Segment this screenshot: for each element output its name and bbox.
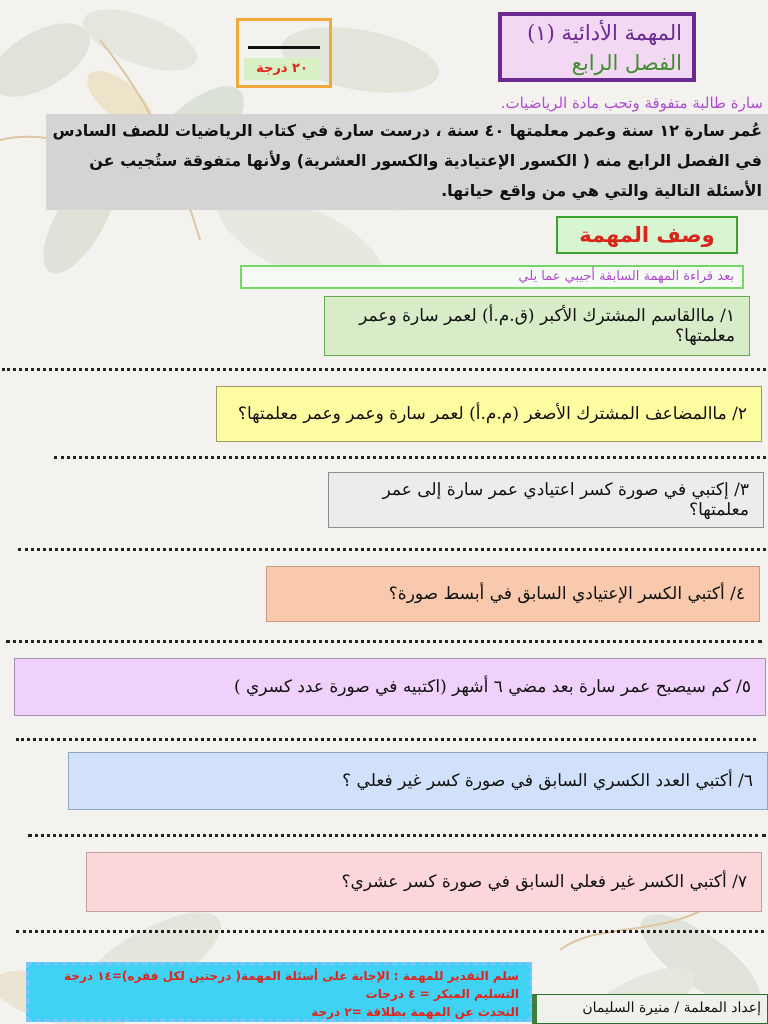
rubric-line: التحدث عن المهمة بطلاقة =٢ درجة xyxy=(311,1005,519,1019)
answer-line xyxy=(18,548,766,551)
subtitle: سارة طالبة متفوقة وتحب مادة الرياضيات. xyxy=(500,94,763,112)
rubric-line: التسليم المبكر = ٤ درجات xyxy=(365,987,519,1001)
score-answer-line xyxy=(248,46,320,49)
intro-paragraph: عُمر سارة ١٢ سنة وعمر معلمتها ٤٠ سنة ، درست سارة في كتاب الرياضيات للصف السادس في الفصل الرابع منه ( الكسور الإعتيادية والكسور العشرية) ولأنها متفوقة ستُجيب عن الأسئلة التالية والتي هي من واقع حياتها. xyxy=(46,114,768,210)
question-4 xyxy=(266,566,760,622)
question-1 xyxy=(324,296,750,356)
page-title: المهمة الأدائية (١) xyxy=(527,21,682,45)
question-text: ٦/ أكتبي العدد الكسري السابق في صورة كسر غير فعلي ؟ xyxy=(342,771,753,791)
question-5 xyxy=(14,658,766,716)
question-text: ١/ ماالقاسم المشترك الأكبر (ق.م.أ) لعمر سارة وعمر معلمتها؟ xyxy=(359,306,735,346)
question-text: ٥/ كم سيصبح عمر سارة بعد مضي ٦ أشهر (اكتبيه في صورة عدد كسري ) xyxy=(233,677,751,697)
question-2 xyxy=(216,386,762,442)
answer-line xyxy=(6,640,762,643)
score-badge: ٢٠ درجة xyxy=(244,58,320,80)
question-text: ٧/ أكتبي الكسر غير فعلي السابق في صورة كسر عشري؟ xyxy=(341,872,747,892)
question-text: ٢/ ماالمضاعف المشترك الأصغر (م.م.أ) لعمر سارة وعمر وعمر معلمتها؟ xyxy=(237,404,747,424)
question-6 xyxy=(68,752,768,810)
question-3 xyxy=(328,472,764,528)
question-text: ٤/ أكتبي الكسر الإعتيادي السابق في أبسط صورة؟ xyxy=(388,584,745,604)
answer-line xyxy=(16,930,764,933)
instruction-banner: بعد قراءة المهمة السابقة أجيبي عما يلي xyxy=(240,265,744,289)
answer-line xyxy=(2,368,766,371)
rubric-line: سلم التقدير للمهمة : الإجابة على أسئلة المهمة( درجتين لكل فقره)=١٤ درجة xyxy=(64,969,519,983)
task-heading: وصف المهمة xyxy=(556,216,738,254)
answer-line xyxy=(54,456,766,459)
question-7 xyxy=(86,852,762,912)
author-credit: إعداد المعلمة / منيرة السليمان xyxy=(532,994,768,1024)
grading-rubric xyxy=(26,962,532,1022)
chapter-title: الفصل الرابع xyxy=(571,51,682,75)
answer-line xyxy=(16,738,756,741)
title-box xyxy=(498,12,696,82)
question-text: ٣/ إكتبي في صورة كسر اعتيادي عمر سارة إلى عمر معلمتها؟ xyxy=(382,480,749,520)
answer-line xyxy=(28,834,766,837)
